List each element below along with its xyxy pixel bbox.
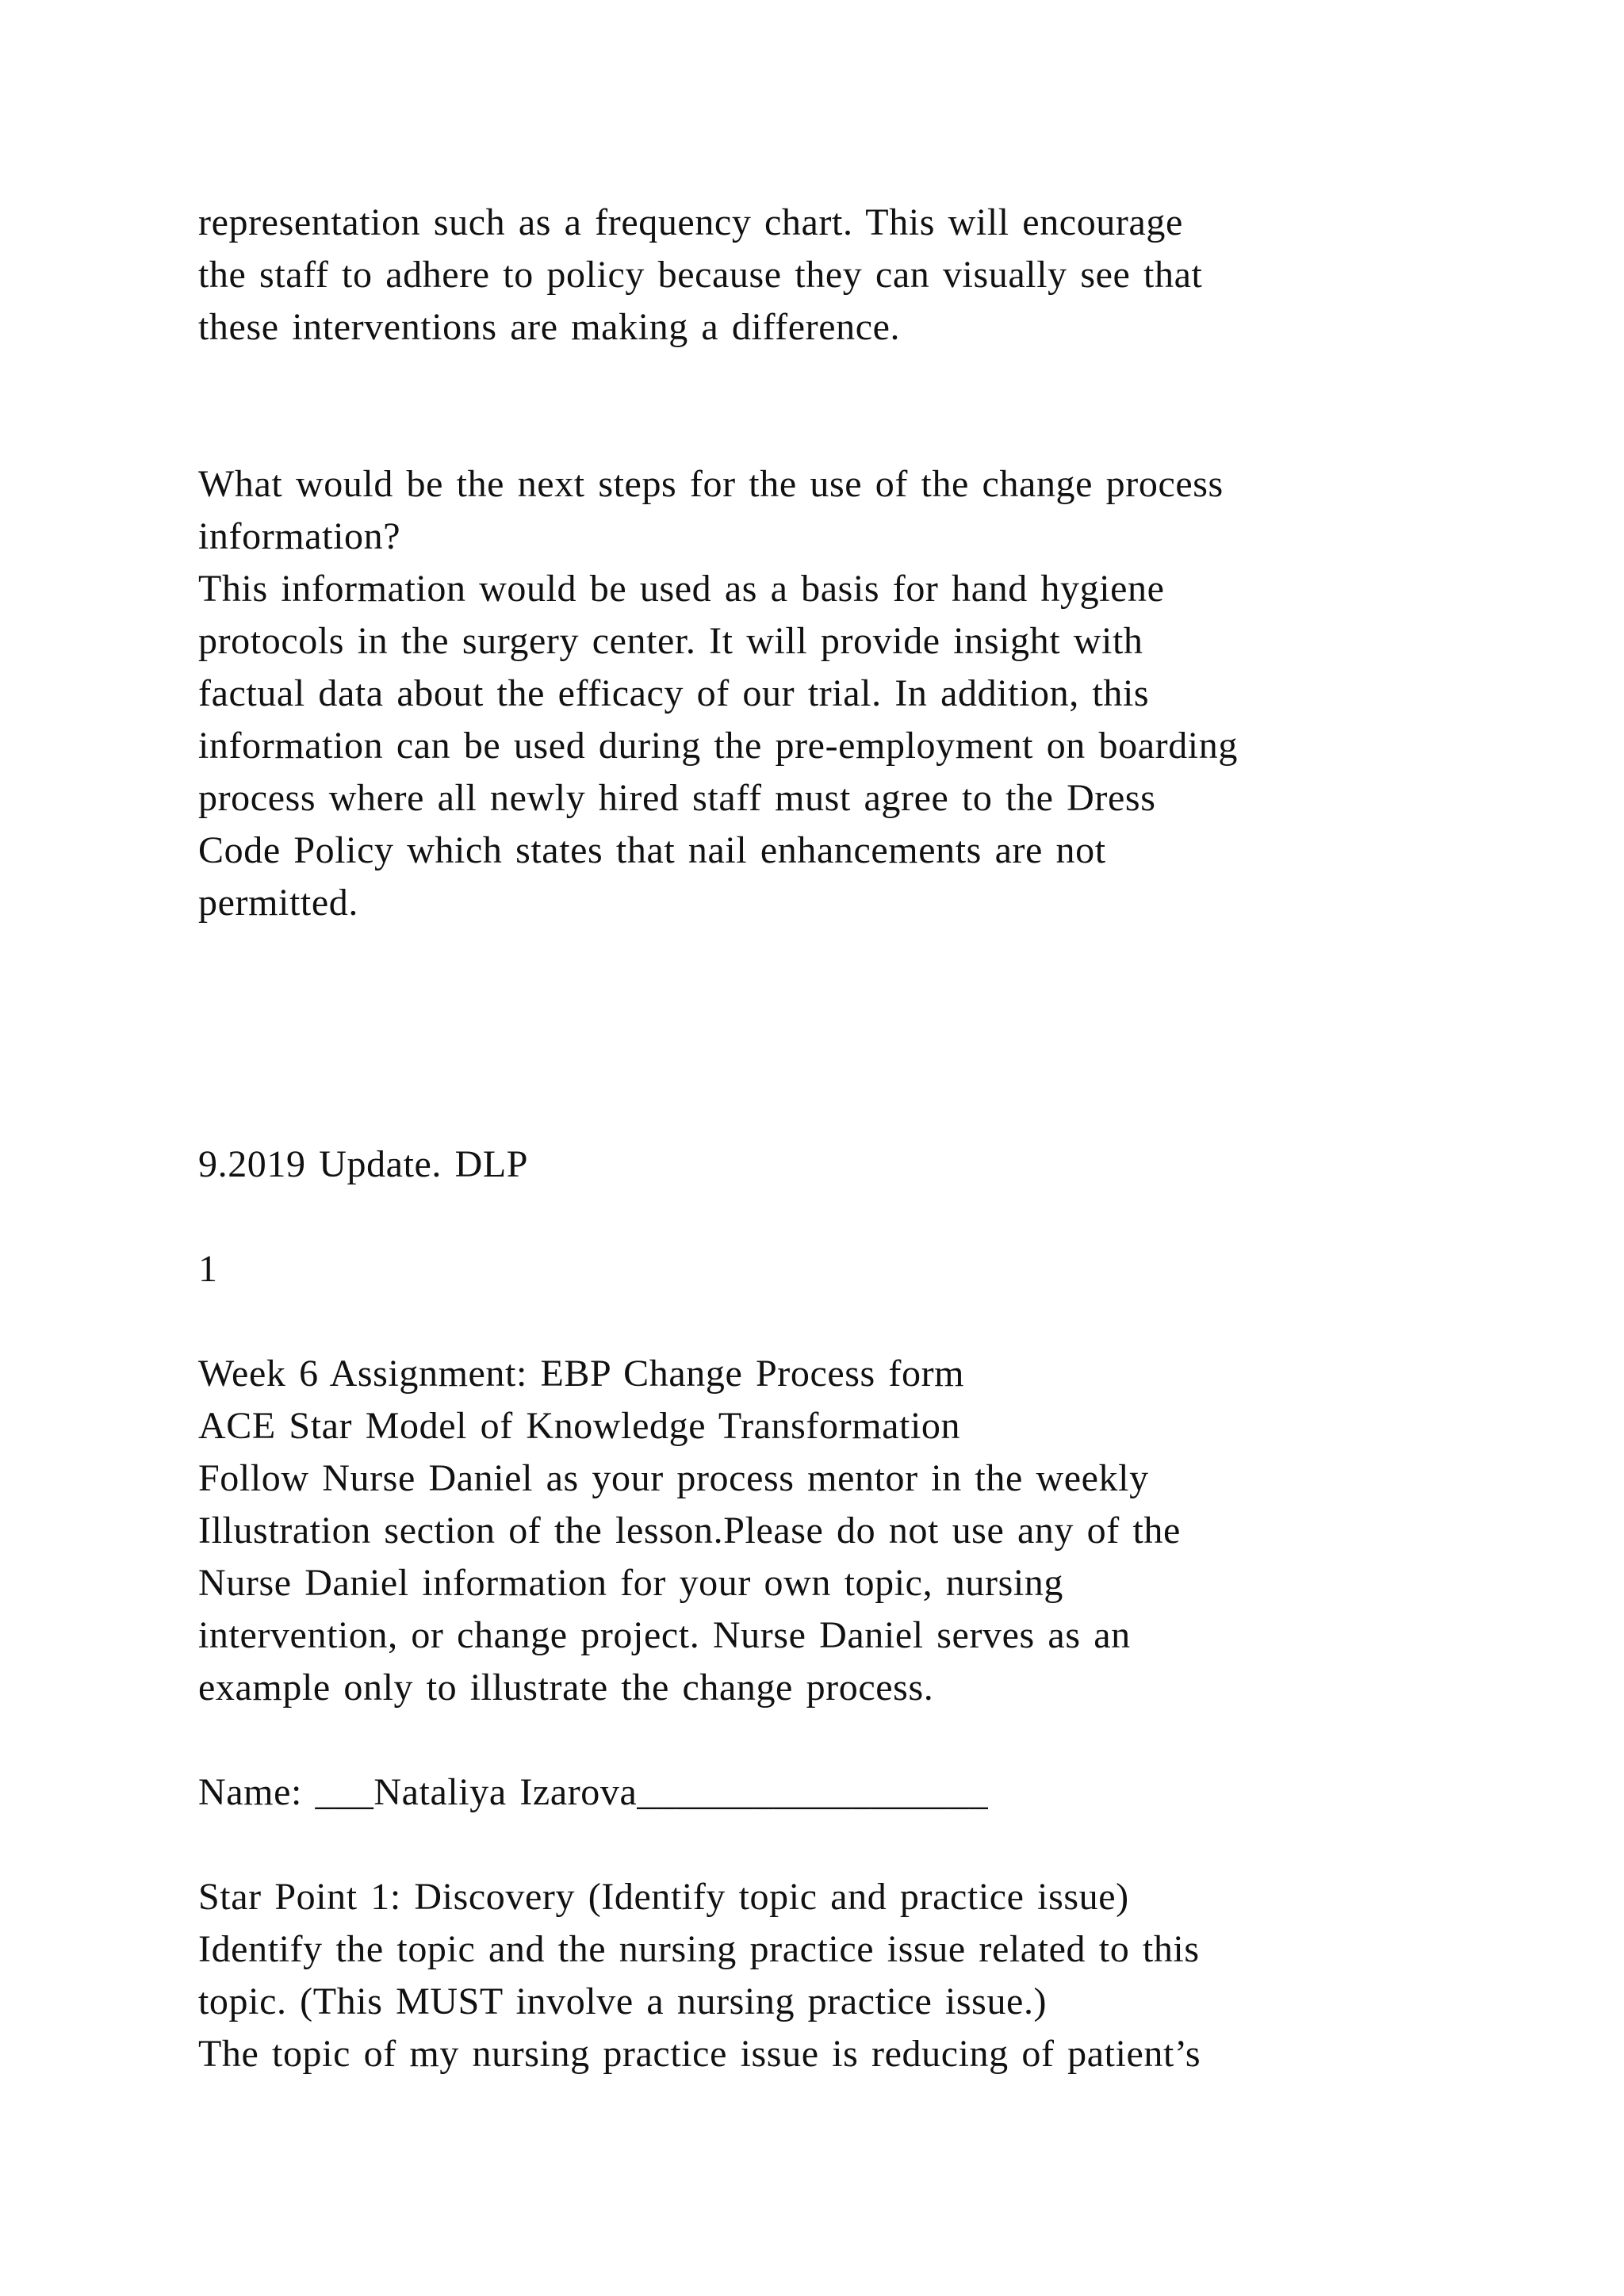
assignment-header-line: example only to illustrate the change process.	[198, 1667, 934, 1709]
question-line: What would be the next steps for the use of the change process	[198, 463, 1224, 505]
text-line: the staff to adhere to policy because they can visually see that	[198, 254, 1203, 296]
spacer	[198, 929, 1546, 1138]
answer-line: factual data about the efficacy of our trial. In addition, this	[198, 672, 1150, 714]
answer-line: This information would be used as a basis for hand hygiene	[198, 568, 1165, 610]
star-point-line: Star Point 1: Discovery (Identify topic and practice issue)	[198, 1876, 1129, 1918]
update-footer: 9.2019 Update. DLP	[198, 1143, 529, 1185]
star-point-line: Identify the topic and the nursing practice issue related to this	[198, 1928, 1200, 1970]
assignment-header-line: Illustration section of the lesson.Please do not use any of the	[198, 1510, 1181, 1552]
name-field-line: Name: ___Nataliya Izarova__________________	[198, 1771, 989, 1813]
document-content	[198, 197, 1546, 2080]
spacer	[198, 1191, 1546, 1243]
spacer	[198, 1295, 1546, 1348]
text-line: these interventions are making a difference.	[198, 306, 901, 348]
star-point-line: topic. (This MUST involve a nursing practice issue.)	[198, 1980, 1048, 2022]
assignment-header-line: Follow Nurse Daniel as your process mentor in the weekly	[198, 1457, 1149, 1499]
answer-line: Code Policy which states that nail enhancements are not	[198, 829, 1106, 871]
answer-line: permitted.	[198, 882, 358, 924]
answer-line: information can be used during the pre-employment on boarding	[198, 725, 1238, 767]
answer-line: protocols in the surgery center. It will provide insight with	[198, 620, 1143, 662]
spacer	[198, 354, 1546, 458]
spacer	[198, 1714, 1546, 1766]
assignment-header-line: ACE Star Model of Knowledge Transformation	[198, 1405, 961, 1447]
assignment-header-line: Nurse Daniel information for your own topic, nursing	[198, 1562, 1063, 1604]
text-line: representation such as a frequency chart. This will encourage	[198, 201, 1183, 243]
assignment-header-line: intervention, or change project. Nurse Daniel serves as an	[198, 1614, 1131, 1656]
spacer	[198, 1819, 1546, 1871]
assignment-header-line: Week 6 Assignment: EBP Change Process form	[198, 1353, 965, 1395]
answer-line: process where all newly hired staff must agree to the Dress	[198, 777, 1156, 819]
page-number: 1	[198, 1248, 218, 1290]
question-line: information?	[198, 515, 401, 557]
star-point-line: The topic of my nursing practice issue is reducing of patient’s	[198, 2033, 1201, 2075]
